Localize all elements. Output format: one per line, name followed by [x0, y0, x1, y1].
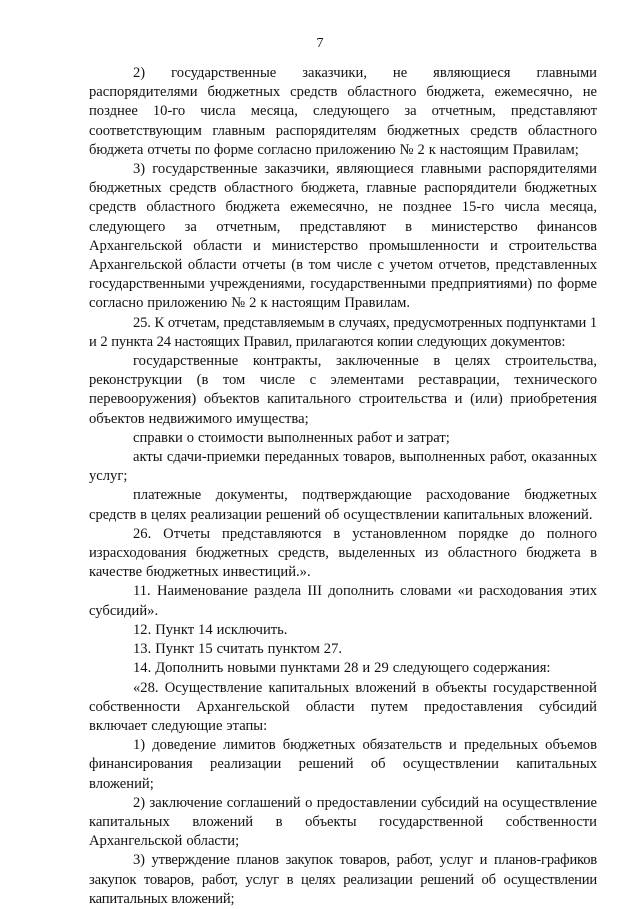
paragraph-stage-3: 3) утверждение планов закупок товаров, работ, услуг и планов-графиков закупок товаров, работ, услуг в целях реализации решений об осуществлении капитальных вложений;	[89, 852, 597, 907]
paragraph-amendment-13: 13. Пункт 15 считать пунктом 27.	[133, 641, 343, 658]
paragraph-amendment-14: 14. Дополнить новыми пунктами 28 и 29 следующего содержания:	[133, 660, 551, 677]
paragraph-item-25: 25. К отчетам, представляемым в случаях, предусмотренных подпунктами 1 и 2 пункта 24 настоящих Правил, прилагаются копии следующих документов:	[89, 314, 597, 350]
paragraph-cost-certificates: справки о стоимости выполненных работ и затрат;	[133, 429, 450, 446]
paragraph-subitem-3: 3) государственные заказчики, являющиеся главными распорядителями бюджетных средств областного бюджета, главные распорядители бюджетных средств областного бюджета ежемесячно, не позднее 15-го числа месяца, следующего за отчетным, представляют в министерство финансов Архангельской области и министерство промышленности и строительства Архангельской области отчеты (в том числе с учетом отчетов, представленных государственными учреждениями, государственными предприятиями) по форме согласно приложению № 2 к настоящим Правилам.	[89, 161, 597, 312]
page-number: 7	[316, 36, 324, 51]
paragraph-amendment-11: 11. Наименование раздела III дополнить словами «и расходования этих субсидий».	[89, 583, 597, 619]
paragraph-stage-2: 2) заключение соглашений о предоставлении субсидий на осуществление капитальных вложений в объекты государственной собственности Архангельской области;	[89, 794, 597, 850]
document-body	[89, 64, 597, 909]
paragraph-payment-documents: платежные документы, подтверждающие расходование бюджетных средств в целях реализации решений об осуществлении капитальных вложений.	[89, 487, 597, 523]
paragraph-subitem-2: 2) государственные заказчики, не являющиеся главными распорядителями бюджетных средств областного бюджета, ежемесячно, не позднее 10-го числа месяца, следующего за отчетным, представляют соответствующим главным распорядителям бюджетных средств областного бюджета отчеты по форме согласно приложению № 2 к настоящим Правилам;	[89, 65, 597, 158]
paragraph-stage-1: 1) доведение лимитов бюджетных обязательств и предельных объемов финансирования реализации решений об осуществлении капитальных вложений;	[89, 737, 597, 792]
paragraph-acceptance-acts: акты сдачи-приемки переданных товаров, выполненных работ, оказанных услуг;	[89, 449, 597, 485]
paragraph-amendment-12: 12. Пункт 14 исключить.	[133, 621, 288, 638]
paragraph-item-28: «28. Осуществление капитальных вложений в объекты государственной собственности Архангельской области путем предоставления субсидий включает следующие этапы:	[89, 679, 597, 734]
paragraph-contracts: государственные контракты, заключенные в целях строительства, реконструкции (в том числе с элементами реставрации, технического перевооружения) объектов капитального строительства и (или) приобретения объектов недвижимого имущества;	[89, 353, 597, 427]
paragraph-item-26: 26. Отчеты представляются в установленном порядке до полного израсходования бюджетных средств, выделенных из областного бюджета в качестве бюджетных инвестиций.».	[89, 525, 597, 581]
